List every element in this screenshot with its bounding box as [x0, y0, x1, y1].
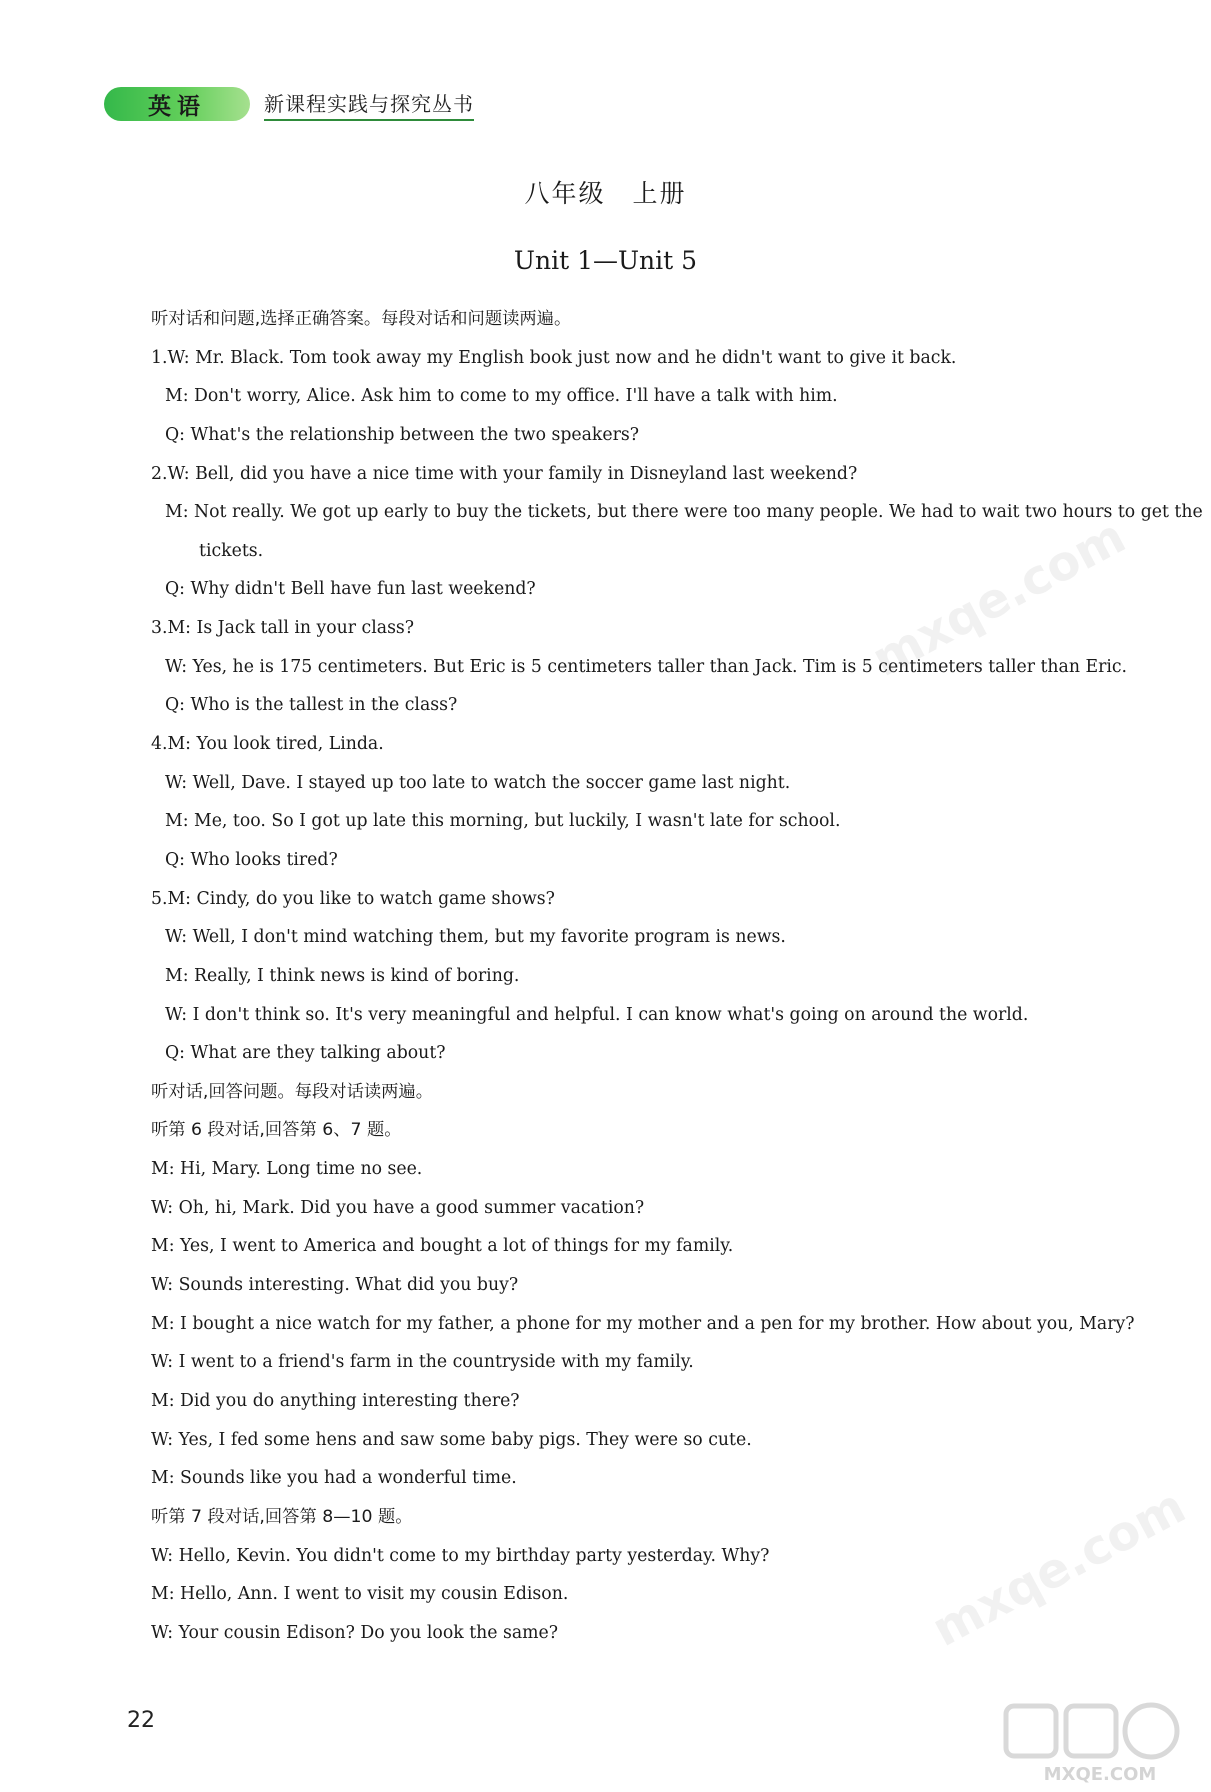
dialogue-line: 1.W: Mr. Black. Tom took away my English book just now and he didn't want to give it back.	[151, 347, 957, 368]
dialogue-line: 5.M: Cindy, do you like to watch game shows?	[151, 888, 555, 909]
logo-site-text: MXQE.COM	[1043, 1764, 1157, 1785]
dialogue-line: M: Hi, Mary. Long time no see.	[151, 1159, 423, 1180]
unit-title: Unit 1—Unit 5	[513, 246, 698, 275]
dialogue-line: M: Sounds like you had a wonderful time.	[151, 1468, 517, 1489]
page-number: 22	[127, 1708, 155, 1733]
dialogue-line: 4.M: You look tired, Linda.	[151, 734, 384, 755]
dialogue-line: W: Yes, he is 175 centimeters. But Eric is 5 centimeters taller than Jack. Tim is 5 centimeters taller than Eric.	[165, 656, 1128, 677]
dialogue-line: W: I went to a friend's farm in the countryside with my family.	[151, 1352, 694, 1373]
dialogue-line: M: Don't worry, Alice. Ask him to come to my office. I'll have a talk with him.	[165, 386, 838, 407]
dialogue-line: Q: What's the relationship between the two speakers?	[165, 424, 640, 445]
dialogue-line: W: Sounds interesting. What did you buy?	[151, 1275, 519, 1296]
dialogue-line: tickets.	[199, 540, 264, 561]
series-title: 新课程实践与探究丛书	[264, 88, 474, 121]
dialogue-line: M: Really, I think news is kind of boring.	[165, 965, 520, 986]
mxqe-logo	[1000, 1700, 1200, 1788]
dialogue-line: W: Yes, I fed some hens and saw some baby pigs. They were so cute.	[151, 1429, 752, 1450]
dialogue-line: M: Did you do anything interesting there?	[151, 1390, 520, 1411]
instruction-line: 听第 6 段对话,回答第 6、7 题。	[151, 1120, 402, 1141]
dialogue-line: Q: Why didn't Bell have fun last weekend?	[165, 579, 536, 600]
dialogue-line: M: Me, too. So I got up late this morning, but luckily, I wasn't late for school.	[165, 811, 841, 832]
dialogue-line: W: Your cousin Edison? Do you look the same?	[151, 1622, 559, 1643]
watermark: mxqe.com	[863, 508, 1135, 688]
grade-title: 八年级 上册	[524, 179, 687, 208]
dialogue-line: M: I bought a nice watch for my father, a phone for my mother and a pen for my brother. How about you, Mary?	[151, 1313, 1135, 1334]
dialogue-line: M: Hello, Ann. I went to visit my cousin Edison.	[151, 1584, 569, 1605]
dialogue-line: Q: Who looks tired?	[165, 849, 338, 870]
dialogue-line: M: Yes, I went to America and bought a lot of things for my family.	[151, 1236, 734, 1257]
dialogue-line: 3.M: Is Jack tall in your class?	[151, 618, 415, 639]
dialogue-line: W: Oh, hi, Mark. Did you have a good summer vacation?	[151, 1197, 645, 1218]
subject-badge: 英语	[104, 87, 250, 121]
dialogue-line: 2.W: Bell, did you have a nice time with your family in Disneyland last weekend?	[151, 463, 858, 484]
instruction-line: 听对话和问题,选择正确答案。每段对话和问题读两遍。	[151, 309, 572, 329]
dialogue-line: W: Well, I don't mind watching them, but my favorite program is news.	[165, 927, 786, 948]
dialogue-line: W: Hello, Kevin. You didn't come to my birthday party yesterday. Why?	[151, 1545, 770, 1566]
watermark: mxqe.com	[923, 1478, 1195, 1658]
page-header	[104, 86, 474, 122]
dialogue-line: Q: What are they talking about?	[165, 1043, 446, 1064]
transcript-body	[151, 300, 1203, 1652]
instruction-line: 听第 7 段对话,回答第 8—10 题。	[151, 1506, 413, 1527]
dialogue-line: Q: Who is the tallest in the class?	[165, 695, 458, 716]
dialogue-line: W: I don't think so. It's very meaningful and helpful. I can know what's going on around the world.	[165, 1004, 1029, 1025]
dialogue-line: W: Well, Dave. I stayed up too late to watch the soccer game last night.	[165, 772, 791, 793]
instruction-line: 听对话,回答问题。每段对话读两遍。	[151, 1081, 433, 1102]
dialogue-line: M: Not really. We got up early to buy the tickets, but there were too many people. We had to wait two hours to get the	[165, 502, 1203, 523]
